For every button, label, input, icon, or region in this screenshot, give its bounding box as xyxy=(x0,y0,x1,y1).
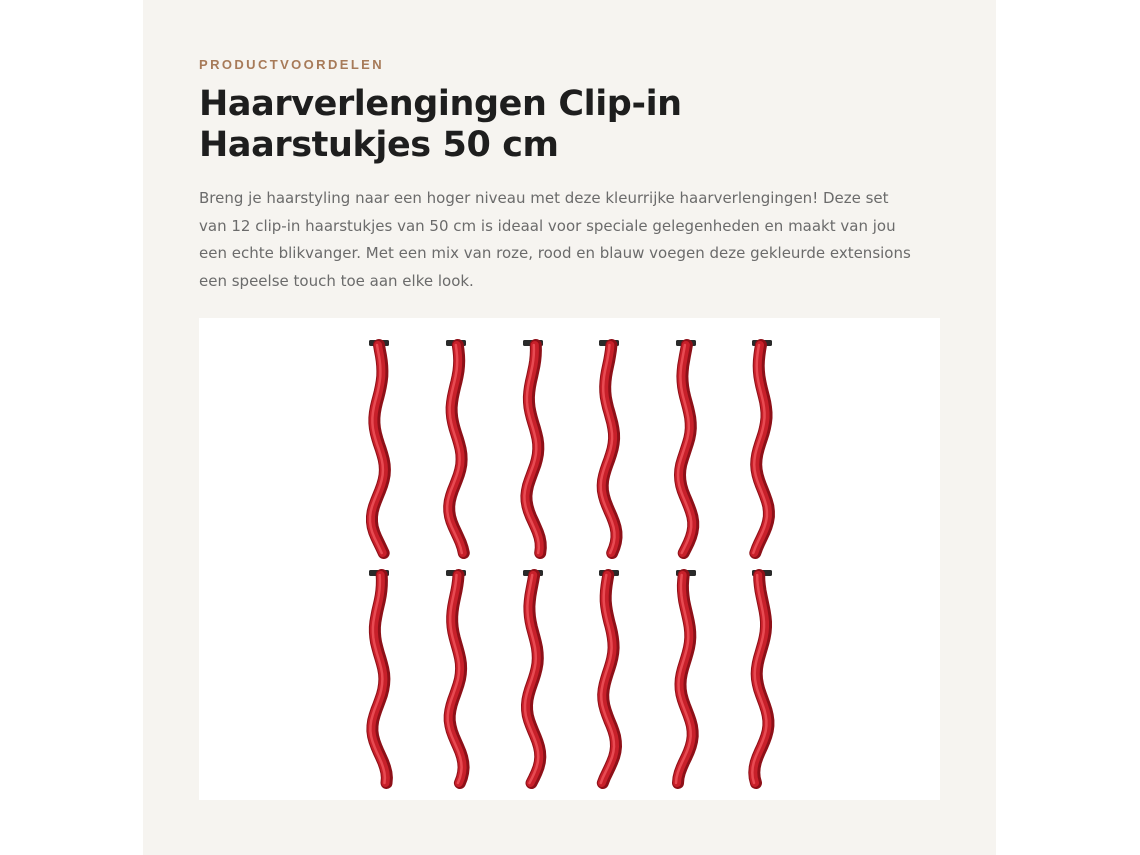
hair-strand-1 xyxy=(369,340,389,553)
section-title: Haarverlengingen Clip-in Haarstukjes 50 cm xyxy=(199,84,682,165)
hair-strand-4 xyxy=(599,340,619,553)
section-description: Breng je haarstyling naar een hoger niveau met deze kleurrijke haarverlengingen! Deze set van 12 clip-in haarstukjes van 50 cm is ideaal voor speciale gelegenheden en maakt van jou een echte blikvanger. Met een mix van roze, rood en blauw voegen deze gekleurde extensions een speelse touch toe aan elke look. xyxy=(199,189,911,290)
hair-strand-5 xyxy=(676,340,696,553)
hair-strand-10 xyxy=(599,570,619,783)
hair-strand-2 xyxy=(446,340,466,553)
hair-strand-8 xyxy=(446,570,466,783)
section-eyebrow: PRODUCTVOORDELEN xyxy=(199,57,385,72)
product-image xyxy=(199,318,940,800)
hair-strand-3 xyxy=(523,340,543,553)
hair-strand-6 xyxy=(752,340,772,553)
hair-strand-7 xyxy=(369,570,389,783)
hair-strand-11 xyxy=(676,570,696,783)
hair-extensions-illustration xyxy=(199,318,940,800)
hair-strand-9 xyxy=(523,570,543,783)
product-benefits-section xyxy=(143,0,996,855)
hair-strand-12 xyxy=(752,570,772,783)
